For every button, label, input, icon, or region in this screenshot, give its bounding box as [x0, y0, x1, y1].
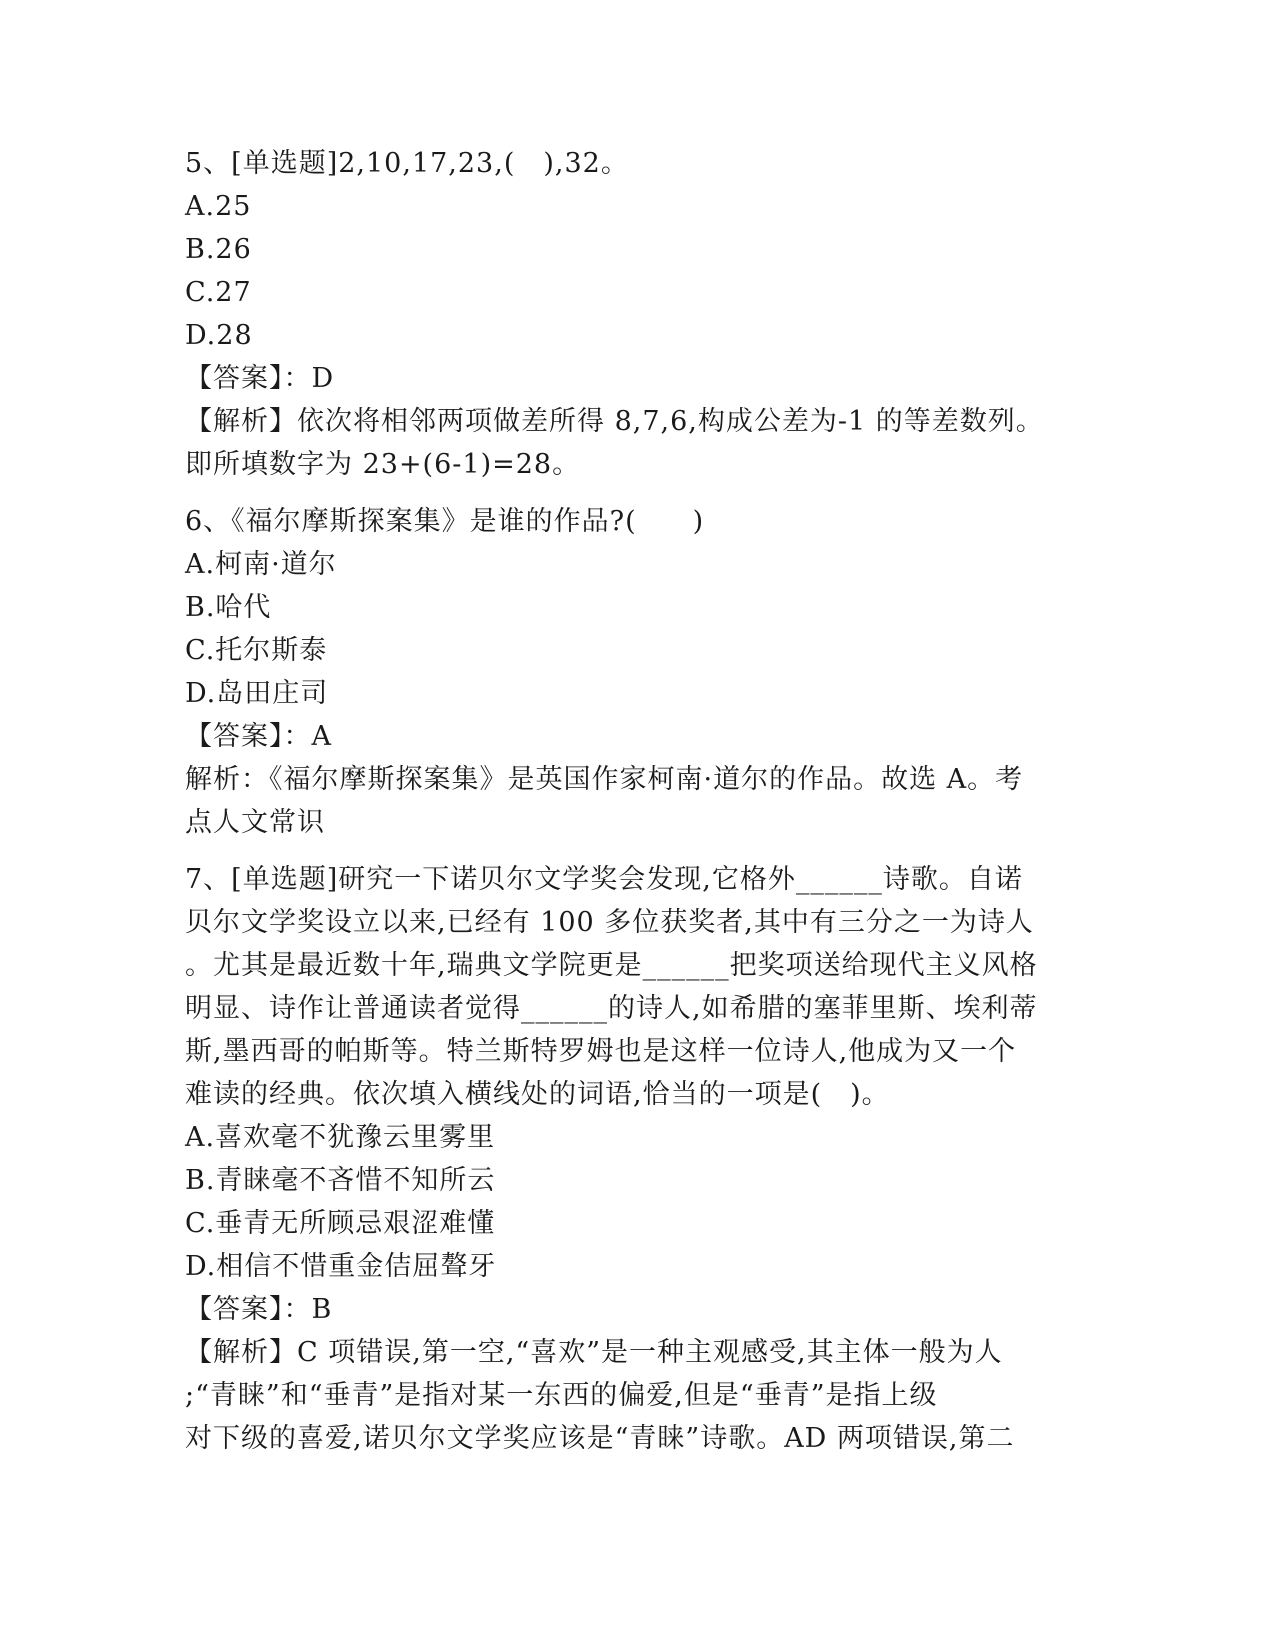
- option-d: D.岛田庄司: [185, 678, 329, 709]
- option-c: C.托尔斯泰: [185, 635, 328, 666]
- option-d: D.28: [185, 320, 253, 351]
- answer: 【答案】：B: [185, 1294, 333, 1325]
- question-7: [185, 858, 1085, 1460]
- question-stem: 难读的经典。依次填入横线处的词语,恰当的一项是( )。: [185, 1079, 890, 1110]
- analysis-line: 即所填数字为 23+(6-1)=28。: [185, 449, 581, 480]
- option-a: A.柯南·道尔: [185, 549, 337, 580]
- option-b: B.26: [185, 234, 252, 265]
- question-5: [185, 142, 1085, 486]
- question-6: [185, 500, 1085, 844]
- option-c: C.27: [185, 277, 252, 308]
- question-stem: 贝尔文学奖设立以来,已经有 100 多位获奖者,其中有三分之一为诗人: [185, 907, 1034, 938]
- analysis-line: 点人文常识: [185, 807, 325, 838]
- question-stem: 7、[单选题]研究一下诺贝尔文学奖会发现,它格外______诗歌。自诺: [185, 864, 1023, 895]
- option-d: D.相信不惜重金佶屈聱牙: [185, 1251, 497, 1282]
- analysis-line: 对下级的喜爱,诺贝尔文学奖应该是“青睐”诗歌。AD 两项错误,第二: [185, 1423, 1015, 1454]
- option-a: A.喜欢毫不犹豫云里雾里: [185, 1122, 496, 1153]
- question-stem: 5、[单选题]2,10,17,23,( ),32。: [185, 148, 629, 179]
- analysis-line: 【解析】依次将相邻两项做差所得 8,7,6,构成公差为-1 的等差数列。: [185, 406, 1044, 437]
- answer: 【答案】：A: [185, 721, 332, 752]
- question-stem: 明显、诗作让普通读者觉得______的诗人,如希腊的塞菲里斯、埃利蒂: [185, 993, 1038, 1024]
- question-stem: 6、《福尔摩斯探案集》是谁的作品?( ): [185, 506, 705, 537]
- option-a: A.25: [185, 191, 252, 222]
- question-stem: 。尤其是最近数十年,瑞典文学院更是______把奖项送给现代主义风格: [185, 950, 1038, 981]
- question-gap: [185, 844, 1085, 858]
- analysis-line: ;“青睐”和“垂青”是指对某一东西的偏爱,但是“垂青”是指上级: [185, 1380, 938, 1411]
- option-c: C.垂青无所顾忌艰涩难懂: [185, 1208, 496, 1239]
- option-b: B.哈代: [185, 592, 272, 623]
- analysis-line: 解析：《福尔摩斯探案集》是英国作家柯南·道尔的作品。故选 A。考: [185, 764, 1024, 795]
- document-page: [185, 142, 1085, 1460]
- answer: 【答案】：D: [185, 363, 335, 394]
- question-gap: [185, 486, 1085, 500]
- option-b: B.青睐毫不吝惜不知所云: [185, 1165, 496, 1196]
- analysis-line: 【解析】C 项错误,第一空,“喜欢”是一种主观感受,其主体一般为人: [185, 1337, 1003, 1368]
- question-stem: 斯,墨西哥的帕斯等。特兰斯特罗姆也是这样一位诗人,他成为又一个: [185, 1036, 1017, 1067]
